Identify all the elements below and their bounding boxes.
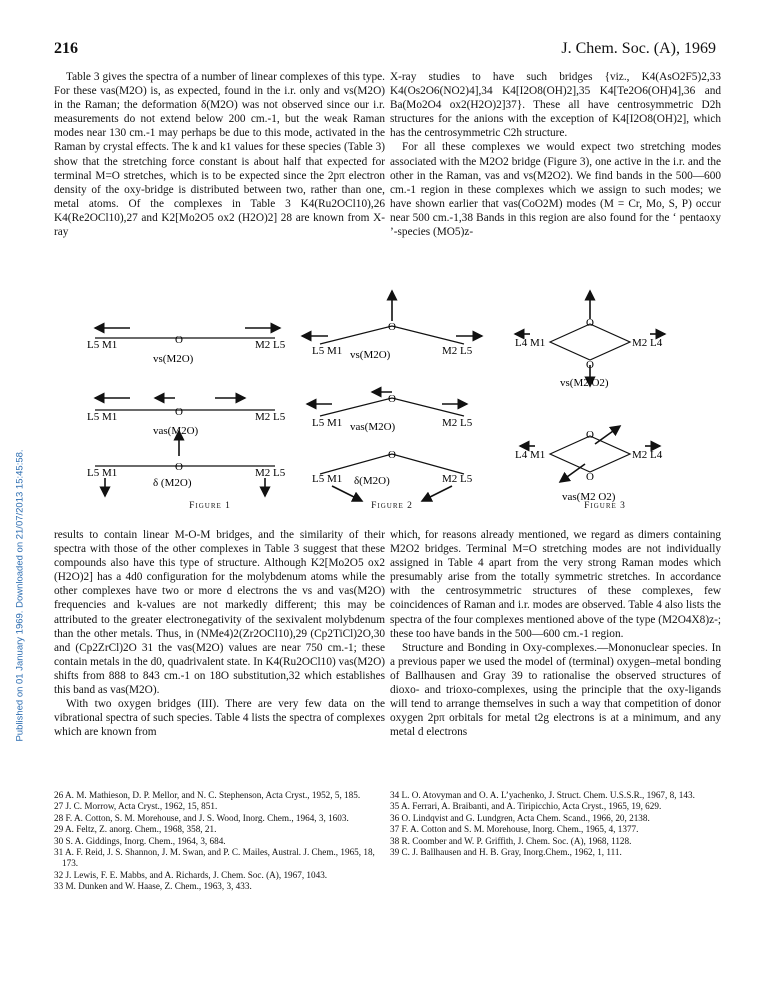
svg-text:M2 L5: M2 L5: [255, 467, 286, 479]
svg-text:M2 L4: M2 L4: [632, 449, 663, 461]
reference: 37 F. A. Cotton and S. M. Morehouse, Inorg. Chem., 1965, 4, 1377.: [390, 824, 639, 835]
fig1-mode-deformation: [87, 431, 286, 496]
paragraph: With two oxygen bridges (III). There are very few data on the vibrational spectra of such species. Table 4 lists the spectra of complexes which are known from: [54, 698, 385, 739]
figure-3-caption: Figure 3: [584, 501, 626, 511]
svg-text:M2 L5: M2 L5: [442, 345, 473, 357]
reference: 38 R. Coomber and W. P. Griffith, J. Chem. Soc. (A), 1968, 1128.: [390, 835, 632, 846]
svg-text:O: O: [586, 317, 594, 329]
paragraph: For all these complexes we would expect two stretching modes associated with the M2O2 bridge (Figure 3), one active in the i.r. and the other in the Raman, vas and vs(M2O2). We find bands in the 500—600 cm.-1 region in these complexes which we assign to such modes; we have shown earlier that vas(CoO2M) modes (M = Cr, Mo, S, P) occur near 500 cm.-1,38 Bands in this region are also found for the ‘ pentaoxy ’-species (MO5)z-: [390, 141, 721, 239]
reference: 32 J. Lewis, F. E. Mabbs, and A. Richards, J. Chem. Soc. (A), 1967, 1043.: [54, 869, 328, 880]
fig2-mode-deformation: [312, 449, 473, 501]
paragraph: results to contain linear M-O-M bridges, and the similarity of their spectra with those of the other complexes in Table 3 suggest that these compounds also have this type of structure. Although K2[Mo2O5 ox2 (H2O)2] has a 4d0 configuration for the molybdenum atoms while the other complexes have two or more d electrons the vs and vas(M2O) frequencies and k-values are not markedly different; this may be attributed to the greater electronegativity of the sexivalent molybdenum than the other metals. Thus, in (NMe4)2(Zr2OCl10),29 (Cp2TiCl)2O,30 and (Cp2ZrCl)2O 31 the vas(M2O) values are near 750 cm.-1; these contain metals in the d0, quadrivalent state. In K4(Ru2OCl10) vas(M2O) shifts from 888 to 843 cm.-1 on 18O substitution,32 which establishes this band as vas(M2O).: [54, 529, 385, 697]
figure-2: [292, 286, 492, 511]
figure-3-diagram: [510, 286, 700, 503]
svg-text:O: O: [388, 449, 396, 461]
svg-text:O: O: [586, 471, 594, 483]
fig2-mode-symmetric: [302, 291, 482, 361]
svg-text:O: O: [388, 393, 396, 405]
svg-text:vas(M2 O2): vas(M2 O2): [562, 491, 616, 503]
svg-text:O: O: [175, 334, 183, 346]
svg-text:L5 M1: L5 M1: [312, 473, 343, 485]
reference: 27 J. C. Morrow, Acta Cryst., 1962, 15, 851.: [54, 801, 218, 812]
reference: 35 A. Ferrari, A. Braibanti, and A. Tiripicchio, Acta Cryst., 1965, 19, 629.: [390, 801, 662, 812]
figure-2-diagram: [292, 286, 492, 491]
fig1-mode-symmetric: [87, 328, 286, 365]
references-right: [390, 790, 721, 858]
paragraph: Table 3 gives the spectra of a number of linear complexes of this type. For these vas(M2O) is, as expected, found in the i.r. only and vs(M2O) in the Raman; the deformation δ(M2O) was not observed since our i.r. measurements do not extend below 200 cm.-1, but the weak Raman modes near 130 cm.-1 may perhaps be due to this mode, activated in the Raman by crystal effects. The k and k1 values for these species (Table 3) show that the stretching force constant is about half that expected for terminal M=O stretches, which is to be expected since the 2pπ electron density of the oxy-bridge is distributed between two, rather than one, metal atoms. Of the complexes in Table 3 K4(Ru2OCl10),26 K4(Re2OCl10),27 and K2[Mo2O5 ox2 (H2O)2] 28 are known from X-ray: [54, 71, 385, 239]
reference: 29 A. Feltz, Z. anorg. Chem., 1968, 358, 21.: [54, 824, 217, 835]
svg-text:L5 M1: L5 M1: [312, 345, 343, 357]
reference: 28 F. A. Cotton, S. M. Morehouse, and J. S. Wood, Inorg. Chem., 1964, 3, 1603.: [54, 812, 349, 823]
paragraph: X-ray studies to have such bridges {viz., K4(AsO2F5)2,33 K4(Os2O6(NO2)4],34 K4[I2O8(OH)2],35 K4[Te2O6(OH)4],36 and Ba(Mo2O4 ox2(H2O)2]37}. These all have centrosymmetric D2h structures for the anions with the exception of K4[I2O8(OH)2], which has the centrosymmetric C2h structure.: [390, 71, 721, 140]
reference: 34 L. O. Atovyman and O. A. L’yachenko, J. Struct. Chem. U.S.S.R., 1967, 8, 143.: [390, 790, 695, 800]
svg-text:vs(M2O): vs(M2O): [350, 349, 391, 361]
svg-text:vs(M2O): vs(M2O): [153, 353, 194, 365]
svg-text:L5 M1: L5 M1: [312, 417, 343, 429]
svg-text:vas(M2O): vas(M2O): [153, 425, 199, 437]
reference: 36 O. Lindqvist and G. Lundgren, Acta Chem. Scand., 1966, 20, 2138.: [390, 812, 650, 823]
journal-header: J. Chem. Soc. (A), 1969: [561, 40, 716, 57]
svg-text:vas(M2O): vas(M2O): [350, 421, 396, 433]
fig3-mode-symmetric: [515, 291, 665, 389]
svg-text:O: O: [586, 429, 594, 441]
fig1-left-label: L5 M1: [87, 339, 118, 351]
column-left-bottom: [54, 528, 385, 739]
reference: 26 A. M. Mathieson, D. P. Mellor, and N. C. Stephenson, Acta Cryst., 1952, 5, 185.: [54, 790, 361, 800]
svg-text:L4 M1: L4 M1: [515, 449, 546, 461]
svg-text:M2 L5: M2 L5: [255, 411, 286, 423]
svg-text:O: O: [388, 321, 396, 333]
svg-text:M2 L4: M2 L4: [632, 337, 663, 349]
reference: 30 S. A. Giddings, Inorg. Chem., 1964, 3, 684.: [54, 835, 226, 846]
paragraph: which, for reasons already mentioned, we regard as dimers containing M2O2 bridges. Terminal M=O stretching modes are not individually assigned in Table 4 apart from the very strong Raman modes which presumably arise from the totally symmetric stretches. In accordance with the centrosymmetric structures of these complexes, few coincidences of Raman and i.r. modes are observed. Table 4 also lists the spectra of the four complexes mentioned above of the type (M2O4X8)z-; these too have bands in the 500—600 cm.-1 region.: [390, 529, 721, 640]
column-left-top: [54, 70, 385, 239]
figure-1-caption: Figure 1: [189, 501, 231, 511]
figure-3: [510, 286, 700, 511]
reference: 31 A. F. Reid, J. S. Shannon, J. M. Swan, and P. C. Mailes, Austral. J. Chem., 1965, 18, 173.: [54, 847, 375, 869]
svg-text:L5 M1: L5 M1: [87, 467, 118, 479]
svg-text:M2 L5: M2 L5: [442, 417, 473, 429]
paragraph: Structure and Bonding in Oxy-complexes.—Mononuclear species. In a previous paper we used the model of (terminal) oxygen–metal bonding of Ballhausen and Gray 39 to rationalise the observed structures of dioxo- and trioxo-complexes, using the principle that the oxy-ligands will tend to arrange themselves in such a way that competition of donor oxygen 2pπ orbitals for metal t2g electrons is at a minimum, and any metal d electrons: [390, 641, 721, 739]
column-right-bottom: [390, 528, 721, 739]
svg-text:O: O: [175, 461, 183, 473]
fig1-mode-asymmetric: [87, 398, 286, 437]
svg-text:δ (M2O): δ (M2O): [153, 477, 192, 489]
fig3-mode-asymmetric: [515, 426, 663, 503]
references-left: [54, 790, 385, 893]
figure-2-caption: Figure 2: [371, 501, 413, 511]
page-number: 216: [54, 40, 78, 57]
download-watermark: Published on 01 January 1969. Downloaded on 21/07/2013 15:45:58.: [14, 449, 26, 742]
reference: 33 M. Dunken and W. Haase, Z. Chem., 1963, 3, 433.: [54, 881, 252, 892]
svg-text:O: O: [586, 359, 594, 371]
reference: 39 C. J. Ballhausen and H. B. Gray, Inorg.Chem., 1962, 1, 111.: [390, 847, 622, 858]
svg-text:M2 L5: M2 L5: [442, 473, 473, 485]
svg-text:O: O: [175, 406, 183, 418]
svg-text:M2 L5: M2 L5: [255, 339, 286, 351]
svg-text:L4 M1: L4 M1: [515, 337, 546, 349]
svg-text:δ(M2O): δ(M2O): [354, 475, 390, 487]
column-right-top: [390, 70, 721, 239]
fig2-mode-asymmetric: [307, 392, 473, 433]
svg-text:vs(M2 O2): vs(M2 O2): [560, 377, 609, 389]
svg-text:L5 M1: L5 M1: [87, 411, 118, 423]
